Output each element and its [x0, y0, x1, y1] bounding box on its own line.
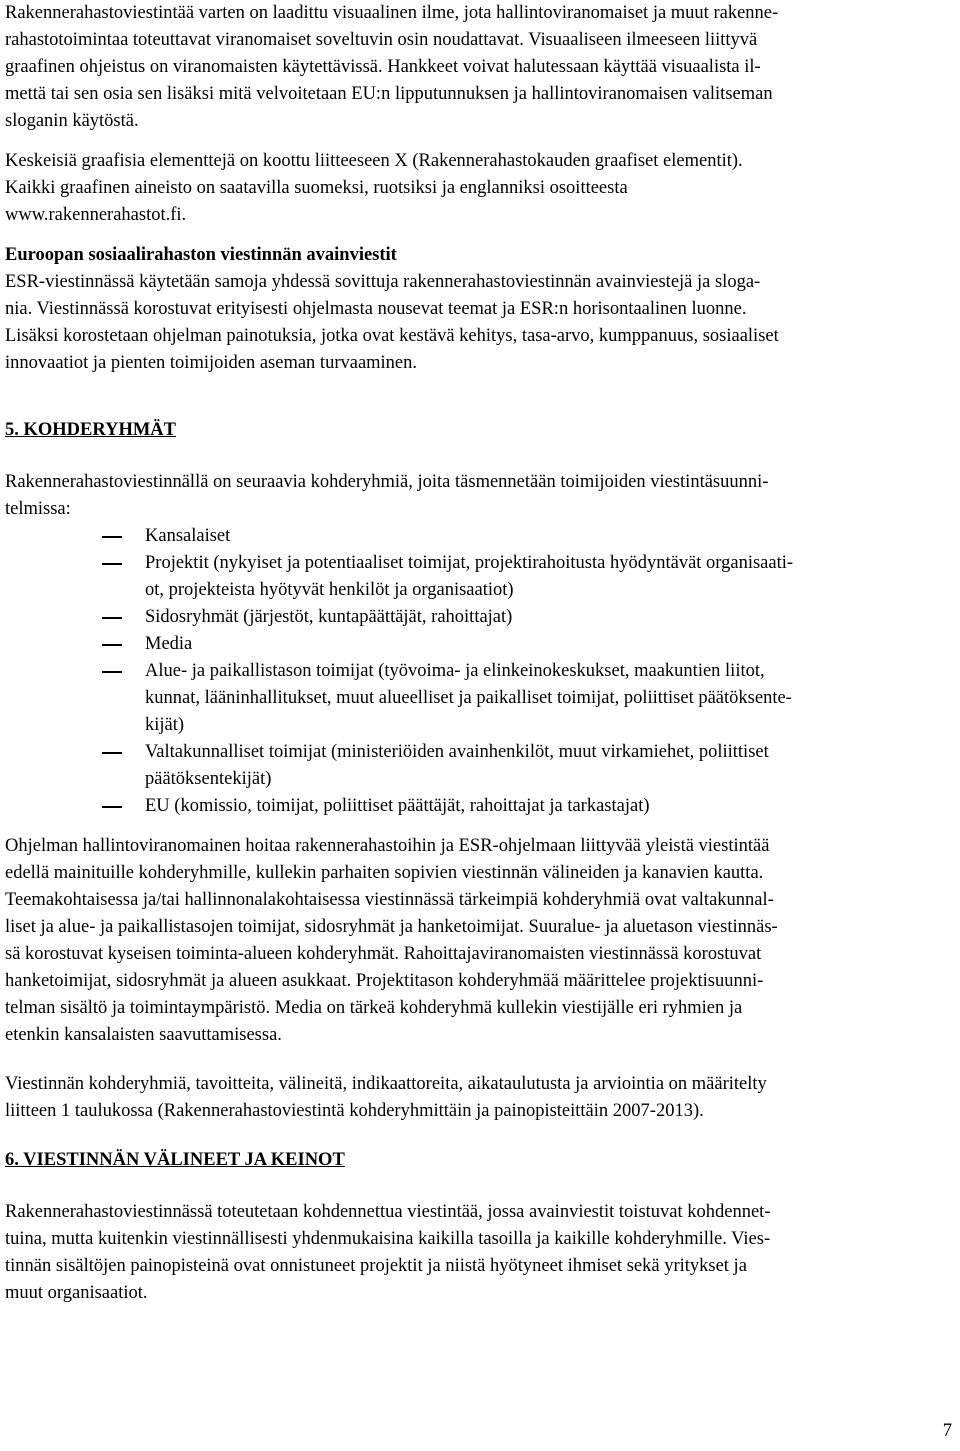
text-line: rahastotoimintaa toteuttavat viranomaiset soveltuvin osin noudattavat. Visuaaliseen ilmeeseen liittyvä	[5, 30, 758, 50]
text-line: telman sisältö ja toimintaympäristö. Media on tärkeä kohderyhmä kullekin viestijälle eri ryhmien ja	[5, 998, 743, 1018]
text-line: muut organisaatiot.	[5, 1283, 148, 1303]
text-line: Ohjelman hallintoviranomainen hoitaa rakennerahastoihin ja ESR-ohjelmaan liittyvää yleistä viestintää	[5, 836, 770, 856]
text-line: etenkin kansalaisten saavuttamisessa.	[5, 1025, 282, 1045]
text-line: Keskeisiä graafisia elementtejä on koottu liitteeseen X (Rakennerahastokauden graafiset elementit).	[5, 151, 743, 171]
dash-bullet-icon	[102, 617, 122, 619]
dash-bullet-icon	[102, 563, 122, 565]
dash-bullet-icon	[102, 752, 122, 754]
list-item: Valtakunnalliset toimijat (ministeriöiden avainhenkilöt, muut virkamiehet, poliittiset päätöksentekijät)	[5, 739, 953, 793]
list-item: Media	[5, 631, 953, 658]
esr-heading: Euroopan sosiaalirahaston viestinnän avainviestit	[5, 245, 397, 265]
dash-bullet-icon	[102, 806, 122, 808]
text-line: Viestinnän kohderyhmiä, tavoitteita, välineitä, indikaattoreita, aikataulutusta ja arviointia on määritelty	[5, 1074, 767, 1094]
document-page	[5, 0, 953, 1307]
section-6-paragraph	[5, 1199, 953, 1307]
esr-section	[5, 242, 953, 377]
page-number: 7	[942, 1421, 952, 1441]
text-line: nia. Viestinnässä korostuvat erityisesti ohjelmasta nousevat teemat ja ESR:n horisontaalinen luonne.	[5, 299, 747, 319]
text-line: mettä tai sen osia sen lisäksi mitä velvoitetaan EU:n lipputunnuksen ja hallintoviranomaisen valitseman	[5, 84, 773, 104]
section-6-heading: 6. VIESTINNÄN VÄLINEET JA KEINOT	[5, 1150, 345, 1170]
text-line: www.rakennerahastot.fi.	[5, 205, 187, 225]
section-5-paragraph-1	[5, 833, 953, 1049]
target-group-list	[5, 523, 953, 820]
section-5-heading: 5. KOHDERYHMÄT	[5, 420, 176, 440]
text-line: sä korostuvat kyseisen toiminta-alueen kohderyhmät. Rahoittajaviranomaisten viestinnässä korostuvat	[5, 944, 762, 964]
text-line: graafinen ohjeistus on viranomaisten käytettävissä. Hankkeet voivat halutessaan käyttää visuaalista il-	[5, 57, 761, 77]
intro-paragraph	[5, 0, 953, 135]
text-line: tinnän sisältöjen painopisteinä ovat onnistuneet projektit ja niistä hyötyneet ihmiset sekä yritykset ja	[5, 1256, 747, 1276]
text-line: Rakennerahastoviestinnällä on seuraavia kohderyhmiä, joita täsmennetään toimijoiden viestintäsuunni-	[5, 472, 769, 492]
text-line: Kaikki graafinen aineisto on saatavilla suomeksi, ruotsiksi ja englanniksi osoitteesta	[5, 178, 628, 198]
text-line: edellä mainituille kohderyhmille, kullekin parhaiten sopivien viestinnän välineiden ja kanavien kautta.	[5, 863, 764, 883]
text-line: Rakennerahastoviestintää varten on laadittu visuaalinen ilme, jota hallintoviranomaiset ja muut rakenne-	[5, 3, 779, 23]
section-5-paragraph-2	[5, 1071, 953, 1125]
list-item: Projektit (nykyiset ja potentiaaliset toimijat, projektirahoitusta hyödyntävät organisaati- ot, projekteista hyötyvät henkilöt ja organisaatiot)	[5, 550, 953, 604]
dash-bullet-icon	[102, 644, 122, 646]
list-item: Alue- ja paikallistason toimijat (työvoima- ja elinkeinokeskukset, maakuntien liitot, kunnat, lääninhallitukset, muut alueelliset ja paikalliset toimijat, poliittiset päätöksente- kijät)	[5, 658, 953, 739]
text-line: ESR-viestinnässä käytetään samoja yhdessä sovittuja rakennerahastoviestinnän avainviestejä ja sloga-	[5, 272, 761, 292]
text-line: Lisäksi korostetaan ohjelman painotuksia, jotka ovat kestävä kehitys, tasa-arvo, kumppanuus, sosiaaliset	[5, 326, 779, 346]
text-line: innovaatiot ja pienten toimijoiden aseman turvaaminen.	[5, 353, 418, 373]
text-line: telmissa:	[5, 499, 71, 519]
text-line: liset ja alue- ja paikallistasojen toimijat, sidosryhmät ja hanketoimijat. Suuralue- ja aluetason viestinnäs-	[5, 917, 778, 937]
dash-bullet-icon	[102, 536, 122, 538]
text-line: sloganin käytöstä.	[5, 111, 139, 131]
list-item: EU (komissio, toimijat, poliittiset päättäjät, rahoittajat ja tarkastajat)	[5, 793, 953, 820]
dash-bullet-icon	[102, 671, 122, 673]
text-line: Teemakohtaisessa ja/tai hallinnonalakohtaisessa viestinnässä tärkeimpiä kohderyhmiä ovat valtakunnal-	[5, 890, 774, 910]
graphics-paragraph	[5, 148, 953, 229]
list-item: Sidosryhmät (järjestöt, kuntapäättäjät, rahoittajat)	[5, 604, 953, 631]
section-5-intro	[5, 469, 953, 523]
text-line: tuina, mutta kuitenkin viestinnällisesti yhdenmukaisina kaikilla tasoilla ja kaikille kohderyhmille. Vies-	[5, 1229, 771, 1249]
list-item: Kansalaiset	[5, 523, 953, 550]
text-line: liitteen 1 taulukossa (Rakennerahastoviestintä kohderyhmittäin ja painopisteittäin 2007-2013).	[5, 1101, 704, 1121]
text-line: Rakennerahastoviestinnässä toteutetaan kohdennettua viestintää, jossa avainviestit toistuvat kohdennet-	[5, 1202, 771, 1222]
text-line: hanketoimijat, sidosryhmät ja alueen asukkaat. Projektitason kohderyhmää määrittelee projektisuunni-	[5, 971, 764, 991]
